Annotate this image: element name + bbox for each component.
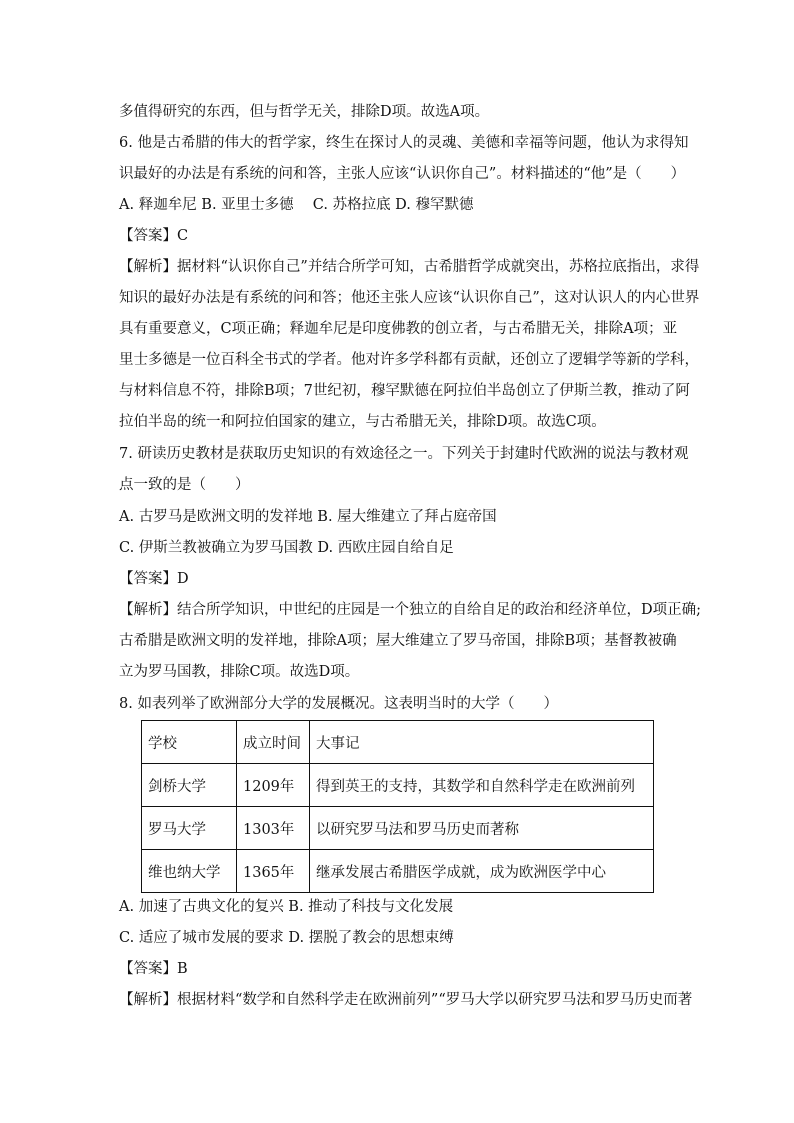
text-line: 立为罗马国教，排除C项。故选D项。 bbox=[119, 664, 360, 680]
answer-label: 【答案】B bbox=[119, 961, 188, 977]
text-line: 点一致的是（ ） bbox=[119, 477, 250, 493]
question-8-options: C. 适应了城市发展的要求 D. 摆脱了教会的思想束缚 bbox=[119, 930, 454, 946]
table-header: 成立时间 bbox=[237, 721, 310, 764]
text-line: 与材料信息不符，排除B项；7世纪初，穆罕默德在阿拉伯半岛创立了伊斯兰教，推动了阿 bbox=[119, 383, 690, 399]
text-line: 知识的最好办法是有系统的问和答；他还主张人应该“认识你自己”，这对认识人的内心世界 bbox=[119, 290, 700, 306]
text-line: 具有重要意义，C项正确；释迦牟尼是印度佛教的创立者，与古希腊无关，排除A项；亚 bbox=[119, 321, 678, 337]
table-cell: 继承发展古希腊医学成就，成为欧洲医学中心 bbox=[310, 850, 654, 893]
answer-label: 【答案】D bbox=[119, 571, 189, 587]
table-cell: 1209年 bbox=[237, 764, 310, 807]
table-cell: 得到英王的支持，其数学和自然科学走在欧洲前列 bbox=[310, 764, 654, 807]
text-line: 拉伯半岛的统一和阿拉伯国家的建立，与古希腊无关，排除D项。故选C项。 bbox=[119, 414, 606, 430]
table-header-row bbox=[142, 721, 654, 764]
table-cell: 以研究罗马法和罗马历史而著称 bbox=[310, 807, 654, 850]
question-7-stem: 7. 研读历史教材是获取历史知识的有效途径之一。下列关于封建时代欧洲的说法与教材观 bbox=[119, 446, 689, 462]
table-cell: 剑桥大学 bbox=[142, 764, 237, 807]
university-table bbox=[141, 720, 654, 893]
analysis-text: 【解析】结合所学知识，中世纪的庄园是一个独立的自给自足的政治和经济单位，D项正确; bbox=[119, 602, 702, 618]
question-8-stem: 8. 如表列举了欧洲部分大学的发展概况。这表明当时的大学（ ） bbox=[119, 696, 558, 712]
table-cell: 1303年 bbox=[237, 807, 310, 850]
text-line: 多值得研究的东西，但与哲学无关，排除D项。故选A项。 bbox=[119, 104, 490, 120]
text-line: 里士多德是一位百科全书式的学者。他对许多学科都有贡献，还创立了逻辑学等新的学科， bbox=[119, 352, 699, 368]
table-header: 学校 bbox=[142, 721, 237, 764]
question-7-options: A. 古罗马是欧洲文明的发祥地 B. 屋大维建立了拜占庭帝国 bbox=[119, 509, 497, 525]
table-cell: 维也纳大学 bbox=[142, 850, 237, 893]
table-row bbox=[142, 850, 654, 893]
text-line: 古希腊是欧洲文明的发祥地，排除A项；屋大维建立了罗马帝国，排除B项；基督教被确 bbox=[119, 633, 677, 649]
table-cell: 1365年 bbox=[237, 850, 310, 893]
text-line: 识最好的办法是有系统的问和答，主张人应该“认识你自己”。材料描述的“他”是（ ） bbox=[119, 166, 686, 182]
analysis-text: 【解析】根据材料“数学和自然科学走在欧洲前列”“罗马大学以研究罗马法和罗马历史而著 bbox=[119, 992, 693, 1008]
table-header: 大事记 bbox=[310, 721, 654, 764]
question-7-options: C. 伊斯兰教被确立为罗马国教 D. 西欧庄园自给自足 bbox=[119, 540, 454, 556]
answer-label: 【答案】C bbox=[119, 228, 189, 244]
table-cell: 罗马大学 bbox=[142, 807, 237, 850]
analysis-text: 【解析】据材料“认识你自己”并结合所学可知，古希腊哲学成就突出，苏格拉底指出，求得 bbox=[119, 259, 700, 275]
question-6-stem: 6. 他是古希腊的伟大的哲学家，终生在探讨人的灵魂、美德和幸福等问题，他认为求得知 bbox=[119, 135, 689, 151]
question-8-options: A. 加速了古典文化的复兴 B. 推动了科技与文化发展 bbox=[119, 899, 454, 915]
table-row bbox=[142, 764, 654, 807]
table-row bbox=[142, 807, 654, 850]
question-6-options: A. 释迦牟尼 B. 亚里士多德 C. 苏格拉底 D. 穆罕默德 bbox=[119, 197, 474, 213]
